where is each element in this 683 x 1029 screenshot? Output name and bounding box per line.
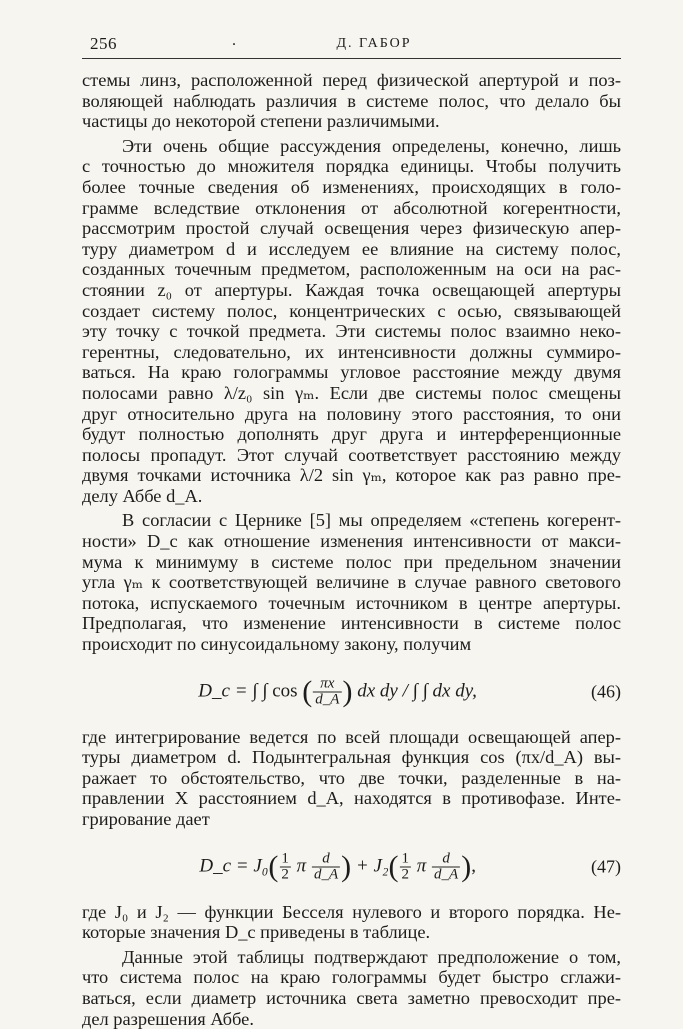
frac-den: d_A [434, 866, 459, 883]
eq47-pi-2: π [416, 854, 427, 876]
frac-num: d [312, 851, 340, 867]
text-line: угла γₘ к соответствующей величине в случае равного светового [82, 572, 621, 593]
text-line: ности» D_c как отношение изменения интенсивности от макси- [82, 531, 621, 552]
text-line: будут полностью дополнять друг друга и интерференционные [82, 424, 621, 445]
left-paren: ( [302, 674, 313, 708]
equation-47-formula [199, 851, 476, 882]
eq47-comma: , [471, 854, 476, 876]
eq46-rest: dx dy / ∫ ∫ dx dy, [357, 679, 477, 701]
text-line: рассмотрим простой случай освещения через физическую апер- [82, 218, 621, 239]
eq47-plus: + J₂ [355, 854, 389, 876]
equation-47-number: (47) [591, 856, 621, 877]
text-line: полосами равно λ/z₀ sin γₘ. Если две системы полос смещены [82, 382, 621, 403]
text-line: что система полос на краю голограммы будет быстро сглажи- [82, 967, 621, 988]
text-line: дел разрешения Аббе. [82, 1008, 254, 1029]
eq46-lhs: D_c = [198, 679, 253, 701]
eq47-ratio-2 [432, 851, 460, 882]
text-line: более точные сведения об изменениях, происходящих в голо- [82, 176, 621, 197]
paragraph-5 [82, 902, 621, 943]
text-line: создает систему полос, концентрических с осью, связывающей [82, 300, 621, 321]
text-line: эту точку с точкой предмета. Эти системы полос взаимно неко- [82, 321, 621, 342]
text-line: делу Аббе d_A. [82, 485, 203, 506]
text-line: воляющей наблюдать различия в системе полос, что делало бы [82, 90, 621, 111]
text-line: туры диаметром d. Подынтегральная функция cos (πx/d_A) вы- [82, 747, 621, 768]
text-line: стемы линз, расположенной перед физической апертурой и поз- [82, 70, 621, 90]
text-line: созданных точечным предметом, расположенным на оси на рас- [82, 259, 621, 280]
paragraph-3 [82, 510, 621, 654]
text-line: ваться. На краю голограммы угловое расстояние между двумя [82, 362, 621, 383]
text-line: грирование дает [82, 809, 210, 829]
text-line: происходит по синусоидальному закону, получим [82, 634, 472, 655]
text-line: герентны, следовательно, их интенсивности должны суммиро- [82, 341, 621, 362]
text-line: В согласии с Цернике [5] мы определяем «степень когерент- [122, 510, 621, 531]
equation-47 [82, 836, 621, 898]
eq46-integrals: ∫ ∫ cos [252, 679, 298, 701]
equation-46-number: (46) [591, 681, 621, 702]
text-line: ражает то обстоятельство, что две точки, разделенные в на- [82, 767, 621, 788]
left-paren: ( [268, 849, 279, 883]
text-line: где интегрирование ведется по всей площади освещающей апер- [82, 726, 621, 747]
text-line: частицы до некоторой степени различимыми. [82, 111, 440, 132]
eq47-ratio-1 [312, 851, 340, 882]
text-line: которые значения D_c приведены в таблице. [82, 922, 431, 943]
text-line: двумя точками источника λ/2 sin γₘ, которое как раз равно пре- [82, 465, 621, 486]
frac-den: d_A [313, 866, 339, 883]
eq47-pi-1: π [296, 854, 307, 876]
equation-46-formula [198, 676, 477, 707]
header-dot: . [232, 32, 236, 49]
right-paren: ) [342, 674, 353, 708]
paragraph-1 [82, 70, 621, 132]
eq46-frac-num: πx [313, 676, 341, 692]
eq46-fraction [313, 676, 341, 707]
text-line: туру диаметром d и исследуем ее влияние на систему полос, [82, 238, 621, 259]
text-line: друг относительно друга на половину этого расстояния, то они [82, 403, 621, 424]
eq47-half-2 [399, 851, 411, 882]
frac-num: 1 [401, 850, 409, 867]
page-number: 256 [90, 34, 117, 53]
left-paren: ( [388, 849, 399, 883]
text-line: с точностью до множителя порядка единицы. Чтобы получить [82, 156, 621, 177]
text-line: Предполагая, что изменение интенсивности в системе полос [82, 613, 621, 634]
text-line: ваться, если диаметр источника света заметно превосходит пре- [82, 987, 621, 1008]
text-body [82, 70, 621, 1029]
equation-46 [82, 661, 621, 723]
frac-den: 2 [281, 866, 289, 883]
text-line: Эти очень общие рассуждения определены, конечно, лишь [122, 135, 621, 156]
right-paren: ) [461, 849, 472, 883]
text-line: потока, испускаемого точечным источником в центре апертуры. [82, 592, 621, 613]
eq46-frac-den: d_A [315, 691, 340, 708]
paragraph-6 [82, 947, 621, 1029]
running-header [82, 30, 621, 59]
paragraph-4 [82, 727, 621, 830]
eq47-half-1 [279, 851, 291, 882]
text-line: грамме вследствие отклонения от абсолютной когерентности, [82, 197, 621, 218]
text-line: стоянии z₀ от апертуры. Каждая точка освещающей апертуры [82, 279, 621, 300]
text-line: полосы пропадут. Этот случай соответствует расстоянию между [82, 444, 621, 465]
eq47-lhs: D_c = J₀ [199, 854, 269, 876]
text-line: правлении X расстоянием d_A, находятся в противофазе. Инте- [82, 788, 621, 809]
paragraph-2 [82, 136, 621, 507]
running-title: Д. ГАБОР [336, 36, 412, 51]
frac-num: d [432, 851, 460, 867]
text-line: где J₀ и J₂ — функции Бесселя нулевого и второго порядка. Не- [82, 901, 621, 922]
frac-den: 2 [401, 866, 409, 883]
text-line: Данные этой таблицы подтверждают предположение о том, [122, 946, 621, 967]
right-paren: ) [341, 849, 352, 883]
text-line: мума к минимуму в системе полос при предельном значении [82, 551, 621, 572]
frac-num: 1 [281, 850, 289, 867]
